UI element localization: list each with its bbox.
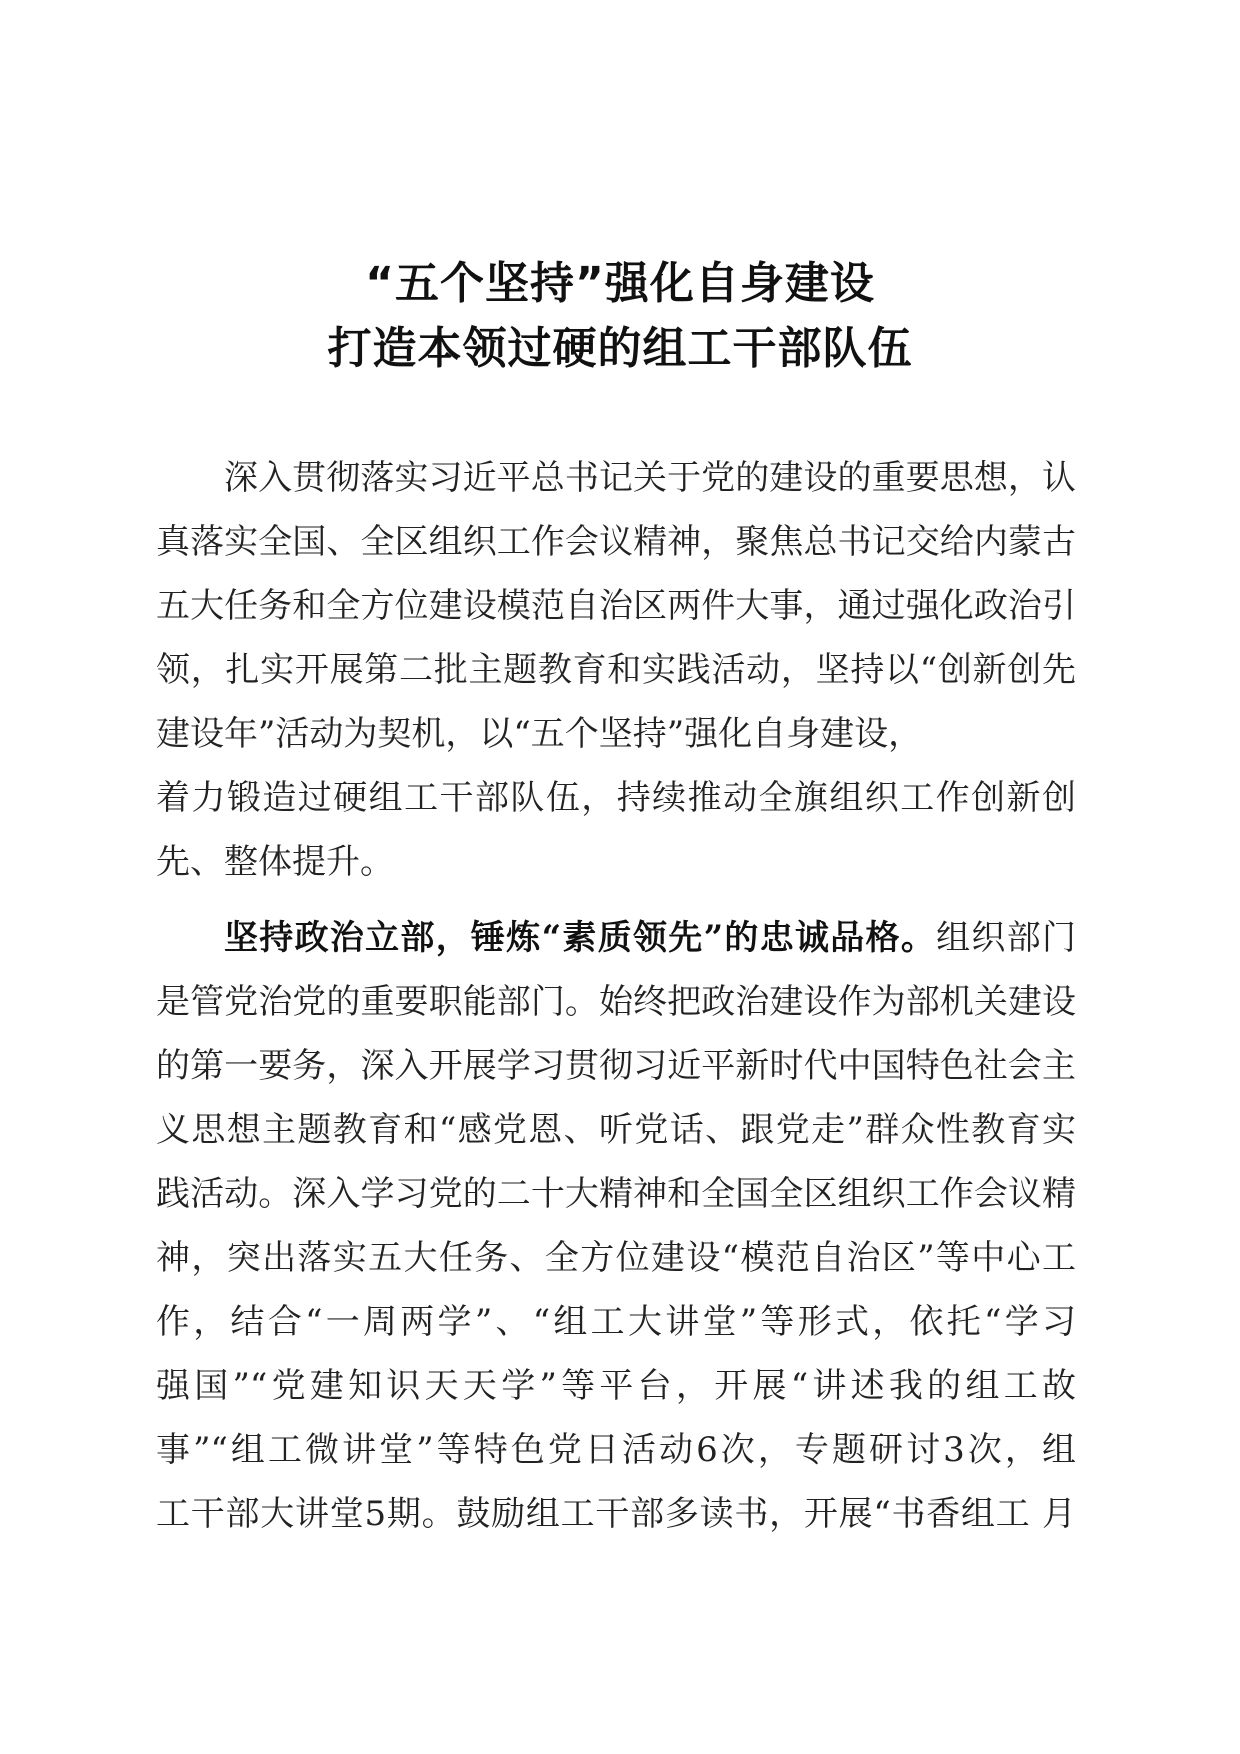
paragraph2-line: 的第一要务，深入开展学习贯彻习近平新时代中国特色社会主	[156, 1046, 1076, 1086]
paragraph1-line: 真落实全国、全区组织工作会议精神，聚焦总书记交给内蒙古	[156, 522, 1076, 562]
paragraph1-line: 建设年”活动为契机，以“五个坚持”强化自身建设，	[156, 714, 923, 754]
paragraph2-first-line-rest: 组织部门	[936, 918, 1076, 958]
paragraph2-line: 强国”“党建知识天天学”等平台，开展“讲述我的组工故	[156, 1366, 1076, 1406]
paragraph2-line: 事”“组工微讲堂”等特色党日活动6次，专题研讨3次，组	[156, 1430, 1076, 1470]
paragraph1-line: 先、整体提升。	[156, 842, 394, 882]
paragraph2-line: 神，突出落实五大任务、全方位建设“模范自治区”等中心工	[156, 1238, 1076, 1278]
paragraph1-line: 深入贯彻落实习近平总书记关于党的建设的重要思想，认	[224, 458, 1076, 498]
paragraph2-lead: 坚持政治立部，锤炼“素质领先”的忠诚品格。	[224, 918, 937, 958]
paragraph1-line: 着力锻造过硬组工干部队伍，持续推动全旗组织工作创新创	[156, 778, 1076, 818]
paragraph2-line: 工干部大讲堂5期。鼓励组工干部多读书，开展“书香组工 月	[156, 1494, 1076, 1534]
paragraph2-line: 践活动。深入学习党的二十大精神和全国全区组织工作会议精	[156, 1174, 1076, 1214]
paragraph2-line: 义思想主题教育和“感党恩、听党话、跟党走”群众性教育实	[156, 1110, 1076, 1150]
paragraph2-line: 是管党治党的重要职能部门。始终把政治建设作为部机关建设	[156, 982, 1076, 1022]
title-line-2: 打造本领过硬的组工干部队伍	[327, 323, 913, 374]
paragraph2-line: 作，结合“一周两学”、“组工大讲堂”等形式，依托“学习	[156, 1302, 1076, 1342]
paragraph1-line: 领，扎实开展第二批主题教育和实践活动，坚持以“创新创先	[156, 650, 1076, 690]
paragraph2-first-line	[224, 918, 1076, 958]
paragraph1-line: 五大任务和全方位建设模范自治区两件大事，通过强化政治引	[156, 586, 1076, 626]
title-line-1: “五个坚持”强化自身建设	[365, 258, 875, 309]
